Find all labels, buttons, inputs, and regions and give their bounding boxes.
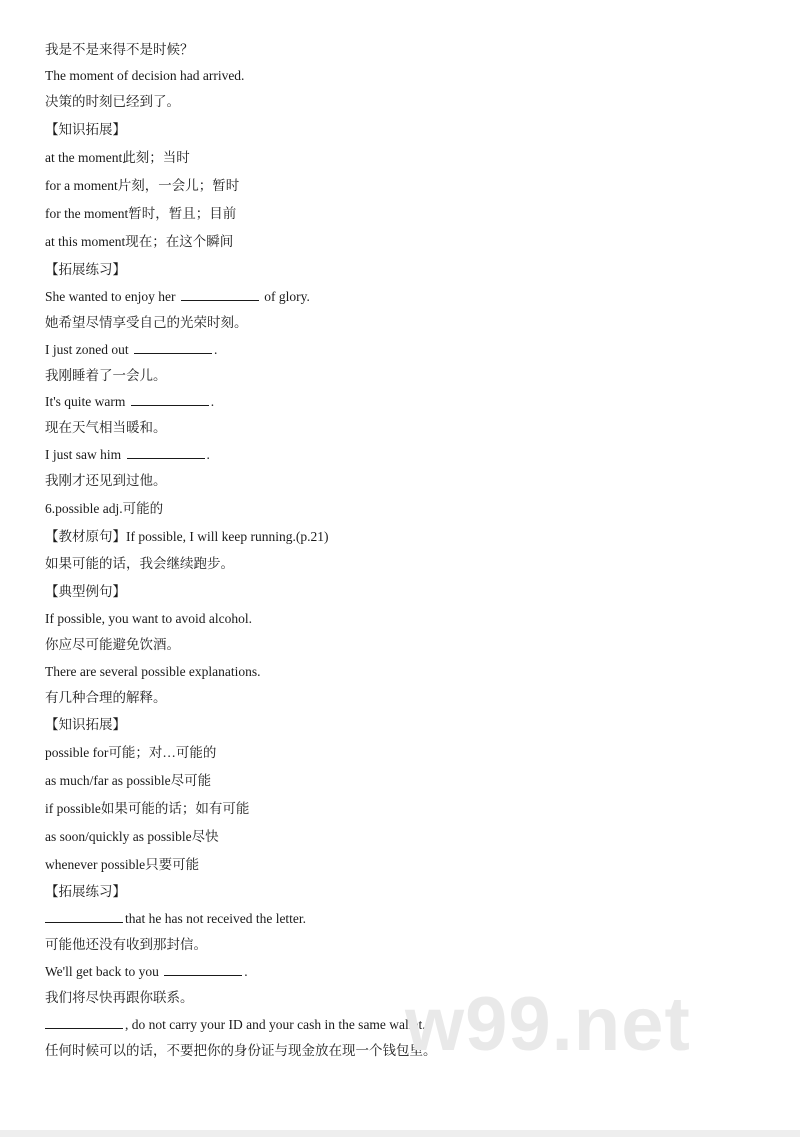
exercise-text: We'll get back to you	[45, 964, 159, 979]
text-line: 决策的时刻已经到了。	[45, 94, 180, 109]
exercise-line	[45, 963, 248, 981]
exercise-text: .	[210, 394, 215, 409]
exercise-line	[45, 446, 210, 464]
section-heading: 【典型例句】	[45, 584, 126, 599]
answer-blank	[134, 341, 212, 354]
exercise-line	[45, 341, 217, 359]
page-bottom-edge	[0, 1130, 800, 1137]
exercise-text: I just zoned out	[45, 342, 129, 357]
section-heading: 【知识拓展】	[45, 717, 126, 732]
exercise-text: I just saw him	[45, 447, 122, 462]
text-line: 如果可能的话，我会继续跑步。	[45, 556, 234, 571]
text-line: 现在天气相当暖和。	[45, 420, 167, 435]
text-line: 我刚才还见到过他。	[45, 473, 167, 488]
text-line: 我刚睡着了一会儿。	[45, 368, 167, 383]
answer-blank	[127, 446, 205, 459]
exercise-text: It's quite warm	[45, 394, 126, 409]
text-line: 【教材原句】If possible, I will keep running.(p.21)	[45, 529, 329, 544]
text-line: as soon/quickly as possible尽快	[45, 829, 219, 844]
exercise-text: She wanted to enjoy her	[45, 289, 176, 304]
text-line: 你应尽可能避免饮酒。	[45, 637, 180, 652]
text-line: 可能他还没有收到那封信。	[45, 937, 207, 952]
text-line: There are several possible explanations.	[45, 664, 261, 679]
exercise-text: .	[206, 447, 210, 462]
text-line: 她希望尽情享受自己的光荣时刻。	[45, 315, 248, 330]
text-line: The moment of decision had arrived.	[45, 68, 245, 83]
text-line: as much/far as possible尽可能	[45, 773, 212, 788]
exercise-line	[45, 910, 306, 928]
text-line: for a moment片刻，一会儿；暂时	[45, 178, 240, 193]
entry-heading: 6.possible adj.可能的	[45, 501, 164, 516]
text-line: possible for可能；对…可能的	[45, 745, 217, 760]
text-line: at the moment此刻；当时	[45, 150, 190, 165]
text-line: at this moment现在；在这个瞬间	[45, 234, 234, 249]
exercise-text: of glory.	[264, 289, 310, 304]
text-line: whenever possible只要可能	[45, 857, 200, 872]
text-line: 任何时候可以的话，不要把你的身份证与现金放在现一个钱包里。	[45, 1043, 437, 1058]
exercise-text: , do not carry your ID and your cash in the same wallet.	[125, 1017, 426, 1032]
answer-blank	[45, 1016, 123, 1029]
exercise-line	[45, 288, 310, 306]
text-line: 有几种合理的解释。	[45, 690, 167, 705]
text-line: for the moment暂时，暂且；目前	[45, 206, 237, 221]
text-line: 我是不是来得不是时候？	[45, 42, 194, 57]
answer-blank	[45, 910, 123, 923]
answer-blank	[164, 963, 242, 976]
section-heading: 【拓展练习】	[45, 262, 126, 277]
answer-blank	[181, 288, 259, 301]
text-line: If possible, you want to avoid alcohol.	[45, 611, 252, 626]
section-heading: 【知识拓展】	[45, 122, 126, 137]
exercise-text: that he has not received the letter.	[125, 911, 307, 926]
watermark: w99.net	[405, 982, 691, 1067]
exercise-text: .	[214, 342, 218, 357]
exercise-line	[45, 393, 214, 411]
text-line: 我们将尽快再跟你联系。	[45, 990, 194, 1005]
section-heading: 【拓展练习】	[45, 884, 126, 899]
exercise-line	[45, 1016, 426, 1034]
text-line: if possible如果可能的话；如有可能	[45, 801, 250, 816]
exercise-text: .	[244, 964, 248, 979]
answer-blank	[131, 393, 209, 406]
